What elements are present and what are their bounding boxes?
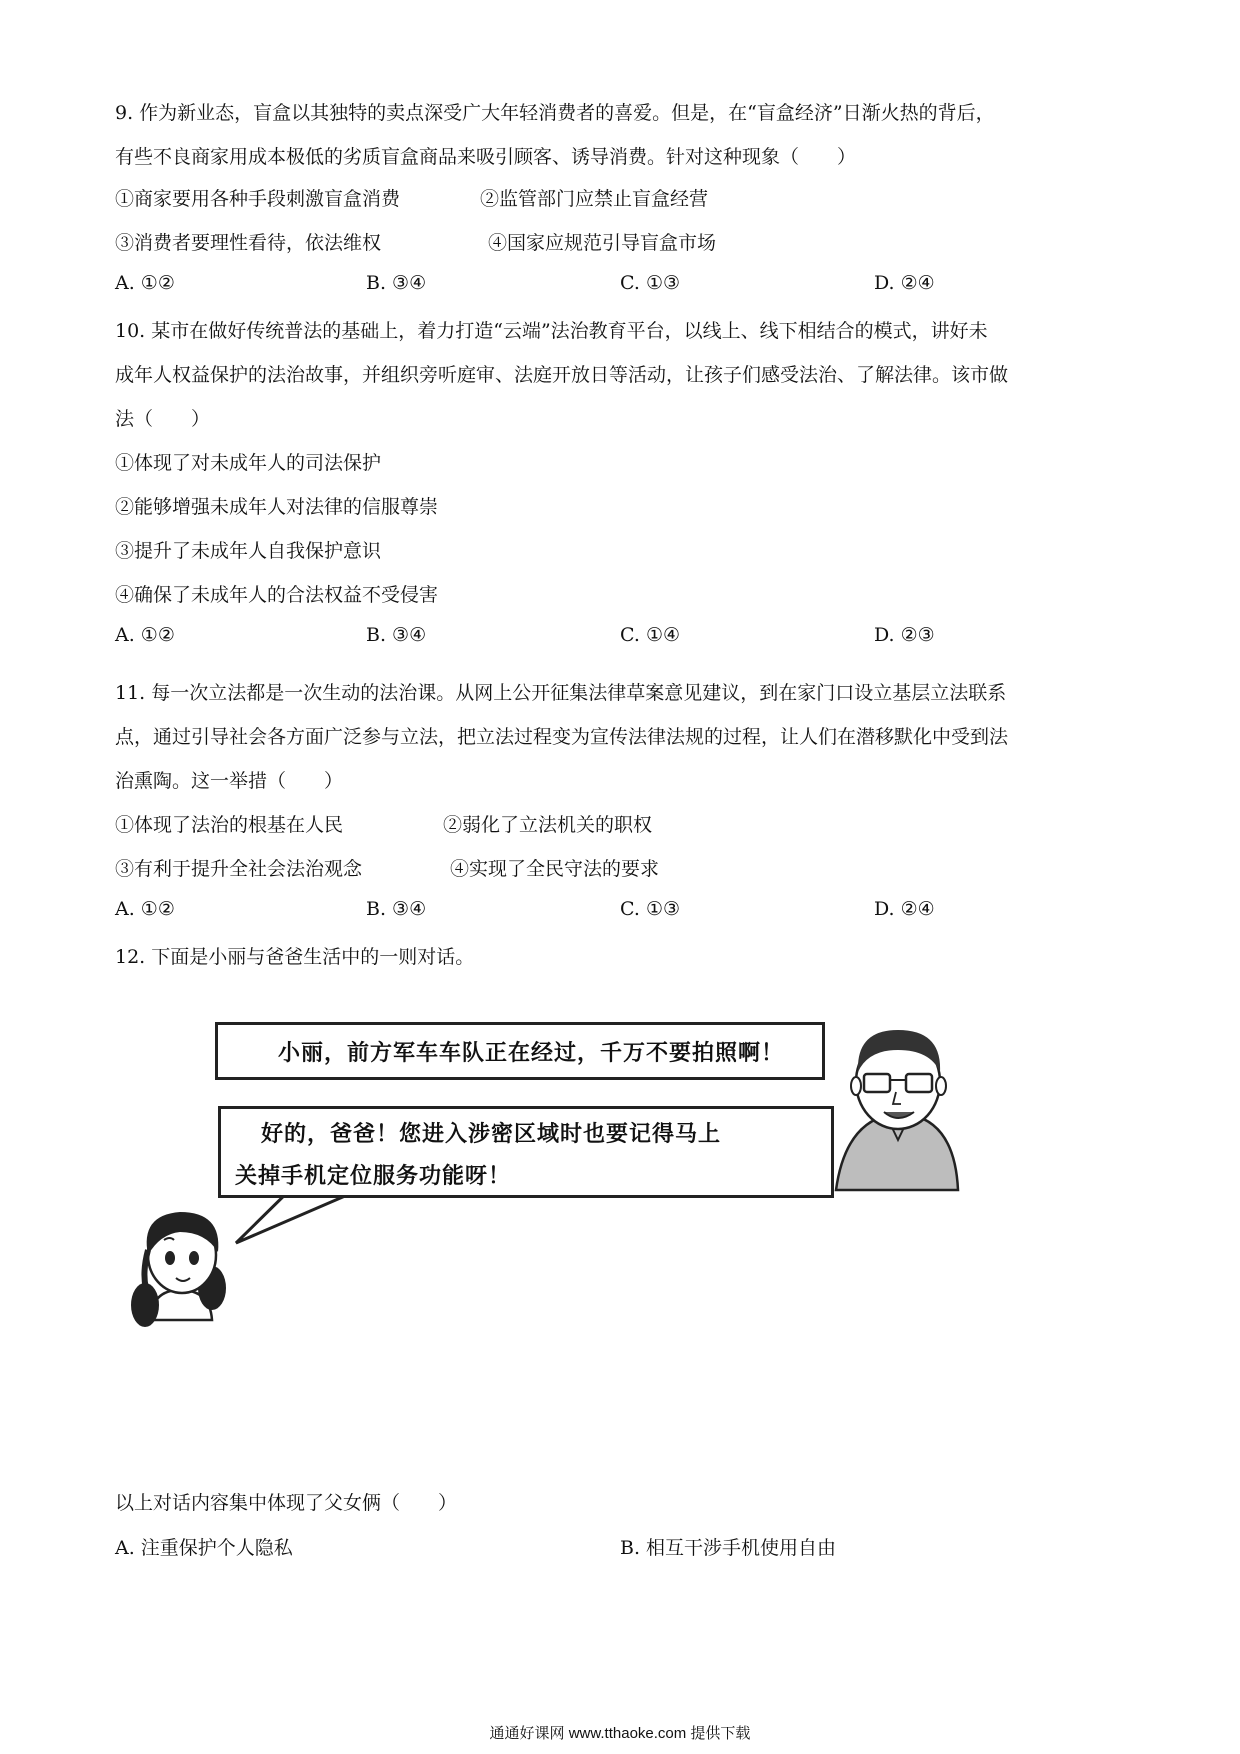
girl-speech-text-line-2: 关掉手机定位服务功能呀！ — [235, 1164, 512, 1189]
q9-statement-3: ③消费者要理性看待，依法维权 — [115, 232, 382, 254]
q11-option-c: C. ①③ — [620, 898, 681, 920]
q11-stem-line-3: 治熏陶。这一举措（ ） — [115, 770, 344, 792]
dad-speech-bubble — [215, 1022, 825, 1080]
q10-stem-line-3: 法（ ） — [115, 408, 211, 430]
q9-statement-1: ①商家要用各种手段刺激盲盒消费 — [115, 188, 401, 210]
q12-question: 以上对话内容集中体现了父女俩（ ） — [115, 1492, 458, 1514]
q9-option-d: D. ②④ — [874, 272, 935, 294]
q12-option-a: A. 注重保护个人隐私 — [115, 1537, 293, 1559]
q11-option-a: A. ①② — [115, 898, 175, 920]
q10-option-c: C. ①④ — [620, 624, 681, 646]
q9-statement-4: ④国家应规范引导盲盒市场 — [488, 232, 717, 254]
q9-option-a: A. ①② — [115, 272, 175, 294]
q11-statement-3: ③有利于提升全社会法治观念 — [115, 858, 363, 880]
q10-option-a: A. ①② — [115, 624, 175, 646]
q11-option-b: B. ③④ — [366, 898, 427, 920]
q10-statement-4: ④确保了未成年人的合法权益不受侵害 — [115, 584, 439, 606]
q10-statement-3: ③提升了未成年人自我保护意识 — [115, 540, 382, 562]
father-icon — [836, 1030, 958, 1190]
dad-speech-text: 小丽，前方军车车队正在经过，千万不要拍照啊！ — [278, 1041, 785, 1066]
q12-option-b: B. 相互干涉手机使用自由 — [620, 1537, 837, 1559]
q10-option-d: D. ②③ — [874, 624, 935, 646]
q11-stem-line-1: 11. 每一次立法都是一次生动的法治课。从网上公开征集法律草案意见建议，到在家门口设立基层立法联系 — [115, 682, 1007, 704]
q9-stem-line-1: 9. 作为新业态，盲盒以其独特的卖点深受广大年轻消费者的喜爱。但是，在“盲盒经济”日渐火热的背后， — [115, 102, 995, 124]
girl-icon — [131, 1212, 226, 1327]
q10-option-b: B. ③④ — [366, 624, 427, 646]
q11-statement-4: ④实现了全民守法的要求 — [450, 858, 660, 880]
q10-statement-1: ①体现了对未成年人的司法保护 — [115, 452, 382, 474]
q10-statement-2: ②能够增强未成年人对法律的信服尊崇 — [115, 496, 439, 518]
q11-statement-2: ②弱化了立法机关的职权 — [443, 814, 653, 836]
q9-option-c: C. ①③ — [620, 272, 681, 294]
girl-speech-bubble — [218, 1106, 834, 1198]
q11-stem-line-2: 点，通过引导社会各方面广泛参与立法，把立法过程变为宣传法律法规的过程，让人们在潜移默化中受到法 — [115, 726, 1009, 748]
q9-statement-2: ②监管部门应禁止盲盒经营 — [480, 188, 709, 210]
q9-stem-line-2: 有些不良商家用成本极低的劣质盲盒商品来吸引顾客、诱导消费。针对这种现象（ ） — [115, 146, 857, 168]
q12-stem-line-1: 12. 下面是小丽与爸爸生活中的一则对话。 — [115, 946, 475, 968]
girl-speech-text-line-1: 好的，爸爸！您进入涉密区域时也要记得马上 — [261, 1122, 722, 1147]
q11-option-d: D. ②④ — [874, 898, 935, 920]
page-footer: 通通好课网 www.tthaoke.com 提供下载 — [489, 1725, 751, 1742]
q10-stem-line-2: 成年人权益保护的法治故事，并组织旁听庭审、法庭开放日等活动，让孩子们感受法治、了解法律。该市做 — [115, 364, 1009, 386]
q9-option-b: B. ③④ — [366, 272, 427, 294]
q11-statement-1: ①体现了法治的根基在人民 — [115, 814, 344, 836]
q10-stem-line-1: 10. 某市在做好传统普法的基础上，着力打造“云端”法治教育平台，以线上、线下相结合的模式，讲好未 — [115, 320, 988, 342]
